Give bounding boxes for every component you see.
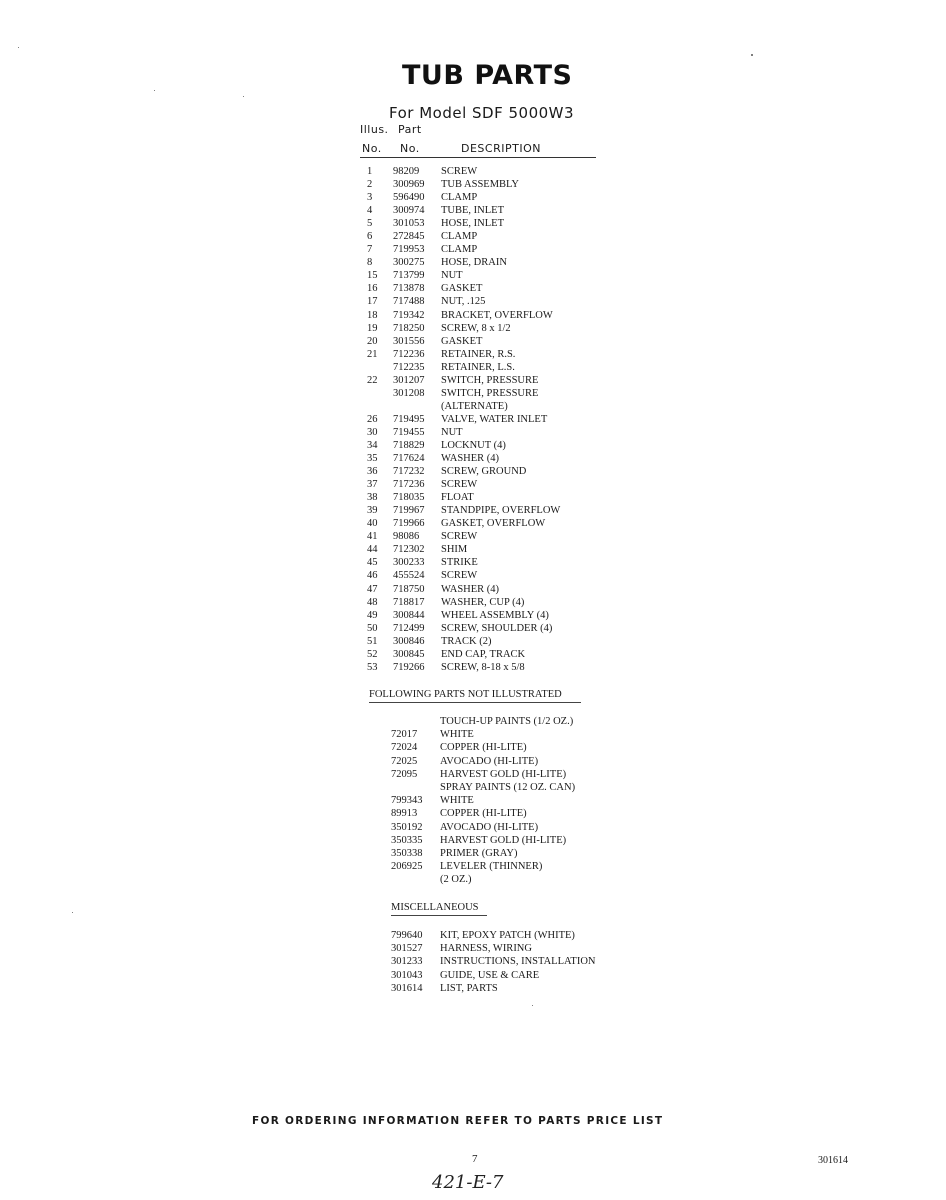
handwritten-note: 421-E-7	[432, 1172, 504, 1193]
illus-number: 36	[367, 466, 378, 478]
illus-number: 17	[367, 296, 378, 308]
part-description: GASKET, OVERFLOW	[441, 518, 546, 530]
part-number: 301208	[393, 387, 425, 399]
part-description: HARVEST GOLD (HI-LITE)	[440, 834, 567, 846]
list-item	[0, 834, 946, 847]
illus-number: 18	[367, 309, 378, 321]
part-description: HARNESS, WIRING	[440, 943, 532, 955]
list-item	[0, 322, 946, 335]
illus-number: 39	[367, 505, 378, 517]
page-number: 7	[472, 1153, 478, 1165]
model-subtitle: For Model SDF 5000W3	[389, 104, 575, 122]
part-description: SCREW	[441, 531, 478, 543]
illus-number: 50	[367, 622, 378, 634]
illus-number: 2	[367, 179, 373, 191]
part-description: WASHER, CUP (4)	[441, 596, 525, 608]
list-item	[0, 269, 946, 282]
list-item	[0, 439, 946, 452]
part-number: 300974	[393, 205, 425, 217]
illus-number: 20	[367, 335, 378, 347]
header-part-label: Part	[398, 123, 422, 136]
not-illustrated-rule	[369, 702, 581, 703]
list-item	[0, 165, 946, 178]
part-number: 713878	[393, 283, 425, 295]
part-description: SCREW	[441, 570, 478, 582]
part-number: 719967	[393, 505, 425, 517]
list-item	[0, 860, 946, 873]
part-description: TUBE, INLET	[441, 205, 504, 217]
part-number: 350335	[391, 834, 423, 846]
part-number: 301233	[391, 956, 423, 968]
part-description: GUIDE, USE & CARE	[440, 969, 540, 981]
list-item	[0, 873, 946, 886]
part-description: RETAINER, L.S.	[441, 361, 515, 373]
list-item	[0, 569, 946, 582]
part-description: SPRAY PAINTS (12 OZ. CAN)	[440, 781, 576, 793]
part-description: STANDPIPE, OVERFLOW	[441, 505, 561, 517]
part-number: 718035	[393, 492, 425, 504]
illus-number: 26	[367, 413, 378, 425]
misc-heading: MISCELLANEOUS	[391, 902, 479, 913]
part-description: HOSE, DRAIN	[441, 257, 507, 269]
part-number: 72025	[391, 755, 418, 767]
illus-number: 49	[367, 609, 378, 621]
part-description: SWITCH, PRESSURE	[441, 374, 539, 386]
list-item	[0, 794, 946, 807]
part-number: 596490	[393, 192, 425, 204]
part-number: 719455	[393, 426, 425, 438]
illus-number: 45	[367, 557, 378, 569]
part-description: AVOCADO (HI-LITE)	[440, 755, 539, 767]
list-item	[0, 741, 946, 754]
part-number: 300969	[393, 179, 425, 191]
scan-speck	[18, 47, 19, 48]
part-number: 719495	[393, 413, 425, 425]
illus-number: 51	[367, 635, 378, 647]
part-description: PRIMER (GRAY)	[440, 847, 518, 859]
part-description: WHEEL ASSEMBLY (4)	[441, 609, 549, 621]
part-description: RETAINER, R.S.	[441, 348, 516, 360]
part-number: 718750	[393, 583, 425, 595]
illus-number: 19	[367, 322, 378, 334]
illus-number: 34	[367, 439, 378, 451]
part-description: SHIM	[441, 544, 468, 556]
part-description: BRACKET, OVERFLOW	[441, 309, 553, 321]
illus-number: 30	[367, 426, 378, 438]
part-description: NUT, .125	[441, 296, 486, 308]
list-item	[0, 491, 946, 504]
part-number: 713799	[393, 270, 425, 282]
list-item	[0, 635, 946, 648]
part-number: 712236	[393, 348, 425, 360]
part-description: VALVE, WATER INLET	[441, 413, 548, 425]
illus-number: 5	[367, 218, 373, 230]
illus-number: 46	[367, 570, 378, 582]
part-number: 455524	[393, 570, 425, 582]
header-rule	[360, 157, 596, 158]
part-description: (2 OZ.)	[440, 874, 472, 886]
part-number: 719342	[393, 309, 425, 321]
not-illustrated-list	[0, 715, 946, 886]
part-description: WHITE	[440, 795, 474, 807]
illus-number: 40	[367, 518, 378, 530]
part-number: 72024	[391, 742, 418, 754]
list-item	[0, 768, 946, 781]
part-description: CLAMP	[441, 244, 478, 256]
part-number: 719266	[393, 661, 425, 673]
list-item	[0, 969, 946, 982]
illus-number: 6	[367, 231, 373, 243]
scan-speck	[532, 1005, 533, 1006]
misc-list	[0, 929, 946, 995]
part-description: COPPER (HI-LITE)	[440, 742, 527, 754]
header-illus-label: Illus.	[360, 123, 389, 136]
part-number: 718250	[393, 322, 425, 334]
list-item	[0, 543, 946, 556]
list-item	[0, 755, 946, 768]
list-item	[0, 661, 946, 674]
part-description: GASKET	[441, 335, 483, 347]
part-description: WASHER (4)	[441, 583, 500, 595]
part-description: TOUCH-UP PAINTS (1/2 OZ.)	[440, 716, 574, 727]
part-description: CLAMP	[441, 231, 478, 243]
illus-number: 44	[367, 544, 378, 556]
header-description: DESCRIPTION	[461, 142, 541, 155]
list-item	[0, 204, 946, 217]
scan-speck	[243, 96, 244, 97]
part-description: SCREW	[441, 479, 478, 491]
part-number: 717232	[393, 466, 425, 478]
illus-number: 48	[367, 596, 378, 608]
part-description: SCREW, SHOULDER (4)	[441, 622, 553, 634]
list-item	[0, 452, 946, 465]
list-item	[0, 282, 946, 295]
list-item	[0, 556, 946, 569]
part-description: SCREW	[441, 166, 478, 177]
list-item	[0, 715, 946, 728]
list-item	[0, 609, 946, 622]
list-item	[0, 335, 946, 348]
part-number: 300844	[393, 609, 425, 621]
list-item	[0, 530, 946, 543]
part-description: HOSE, INLET	[441, 218, 504, 230]
page-title: TUB PARTS	[402, 60, 573, 91]
scan-speck	[751, 54, 753, 56]
list-item	[0, 230, 946, 243]
part-number: 272845	[393, 231, 425, 243]
misc-rule	[391, 915, 487, 916]
not-illustrated-heading: FOLLOWING PARTS NOT ILLUSTRATED	[369, 689, 562, 700]
scan-speck	[72, 912, 73, 913]
part-number: 799343	[391, 795, 423, 807]
header-part-no: No.	[400, 142, 420, 155]
list-item	[0, 465, 946, 478]
part-description: SCREW, 8 x 1/2	[441, 322, 511, 334]
part-number: 98086	[393, 531, 420, 543]
list-item	[0, 191, 946, 204]
list-item	[0, 781, 946, 794]
list-item	[0, 517, 946, 530]
part-number: 301053	[393, 218, 425, 230]
part-description: SWITCH, PRESSURE	[441, 387, 539, 399]
part-number: 72095	[391, 768, 418, 780]
illus-number: 35	[367, 453, 378, 465]
part-number: 719953	[393, 244, 425, 256]
part-number: 301207	[393, 374, 425, 386]
list-item	[0, 426, 946, 439]
list-item	[0, 295, 946, 308]
part-number: 717624	[393, 453, 425, 465]
part-number: 300846	[393, 635, 425, 647]
part-description: END CAP, TRACK	[441, 648, 526, 660]
illus-number: 1	[367, 166, 373, 177]
list-item	[0, 217, 946, 230]
part-number: 300275	[393, 257, 425, 269]
list-item	[0, 821, 946, 834]
list-item	[0, 478, 946, 491]
part-number: 206925	[391, 861, 423, 873]
part-number: 717488	[393, 296, 425, 308]
document-number: 301614	[818, 1155, 848, 1166]
part-description: SCREW, GROUND	[441, 466, 527, 478]
list-item	[0, 847, 946, 860]
part-number: 719966	[393, 518, 425, 530]
part-description: GASKET	[441, 283, 483, 295]
list-item	[0, 256, 946, 269]
scan-speck	[154, 90, 155, 91]
part-description: LOCKNUT (4)	[441, 439, 506, 451]
illus-number: 7	[367, 244, 373, 256]
part-number: 300845	[393, 648, 425, 660]
part-number: 717236	[393, 479, 425, 491]
part-number: 712499	[393, 622, 425, 634]
illus-number: 52	[367, 648, 378, 660]
part-number: 712302	[393, 544, 425, 556]
part-number: 300233	[393, 557, 425, 569]
part-description: AVOCADO (HI-LITE)	[440, 821, 539, 833]
list-item	[0, 929, 946, 942]
part-number: 718829	[393, 439, 425, 451]
illus-number: 8	[367, 257, 373, 269]
list-item	[0, 583, 946, 596]
illus-number: 47	[367, 583, 378, 595]
list-item	[0, 348, 946, 361]
part-number: 89913	[391, 808, 418, 820]
part-description: TRACK (2)	[441, 635, 492, 647]
part-number: 712235	[393, 361, 425, 373]
part-description: CLAMP	[441, 192, 478, 204]
part-description: TUB ASSEMBLY	[441, 179, 520, 191]
list-item	[0, 309, 946, 322]
list-item	[0, 596, 946, 609]
list-item	[0, 374, 946, 387]
list-item	[0, 622, 946, 635]
part-description: (ALTERNATE)	[441, 400, 508, 412]
illus-number: 22	[367, 374, 378, 386]
list-item	[0, 413, 946, 426]
list-item	[0, 400, 946, 413]
part-description: LIST, PARTS	[440, 982, 498, 994]
part-number: 350338	[391, 847, 423, 859]
illus-number: 37	[367, 479, 378, 491]
illus-number: 3	[367, 192, 373, 204]
list-item	[0, 504, 946, 517]
ordering-footer: FOR ORDERING INFORMATION REFER TO PARTS PRICE LIST	[252, 1115, 664, 1127]
part-number: 718817	[393, 596, 425, 608]
part-description: NUT	[441, 426, 463, 438]
part-description: FLOAT	[441, 492, 474, 504]
part-number: 301043	[391, 969, 423, 981]
part-description: LEVELER (THINNER)	[440, 861, 543, 873]
illus-number: 53	[367, 661, 378, 673]
part-description: STRIKE	[441, 557, 478, 569]
header-illus-no: No.	[362, 142, 382, 155]
list-item	[0, 942, 946, 955]
part-description: COPPER (HI-LITE)	[440, 808, 527, 820]
list-item	[0, 387, 946, 400]
part-description: HARVEST GOLD (HI-LITE)	[440, 768, 567, 780]
list-item	[0, 807, 946, 820]
illus-number: 15	[367, 270, 378, 282]
part-description: WHITE	[440, 729, 474, 741]
illus-number: 16	[367, 283, 378, 295]
part-description: NUT	[441, 270, 463, 282]
list-item	[0, 728, 946, 741]
part-description: SCREW, 8-18 x 5/8	[441, 661, 525, 673]
part-number: 98209	[393, 166, 420, 177]
list-item	[0, 648, 946, 661]
part-description: KIT, EPOXY PATCH (WHITE)	[440, 930, 575, 941]
part-number: 301527	[391, 943, 423, 955]
illus-number: 4	[367, 205, 373, 217]
list-item	[0, 955, 946, 968]
part-number: 72017	[391, 729, 418, 741]
illus-number: 41	[367, 531, 378, 543]
part-number: 301556	[393, 335, 425, 347]
part-number: 350192	[391, 821, 423, 833]
parts-list	[0, 165, 946, 674]
list-item	[0, 243, 946, 256]
part-description: INSTRUCTIONS, INSTALLATION	[440, 956, 596, 968]
list-item	[0, 178, 946, 191]
illus-number: 21	[367, 348, 378, 360]
part-number: 799640	[391, 930, 423, 941]
part-description: WASHER (4)	[441, 453, 500, 465]
part-number: 301614	[391, 982, 423, 994]
illus-number: 38	[367, 492, 378, 504]
list-item	[0, 982, 946, 995]
list-item	[0, 361, 946, 374]
